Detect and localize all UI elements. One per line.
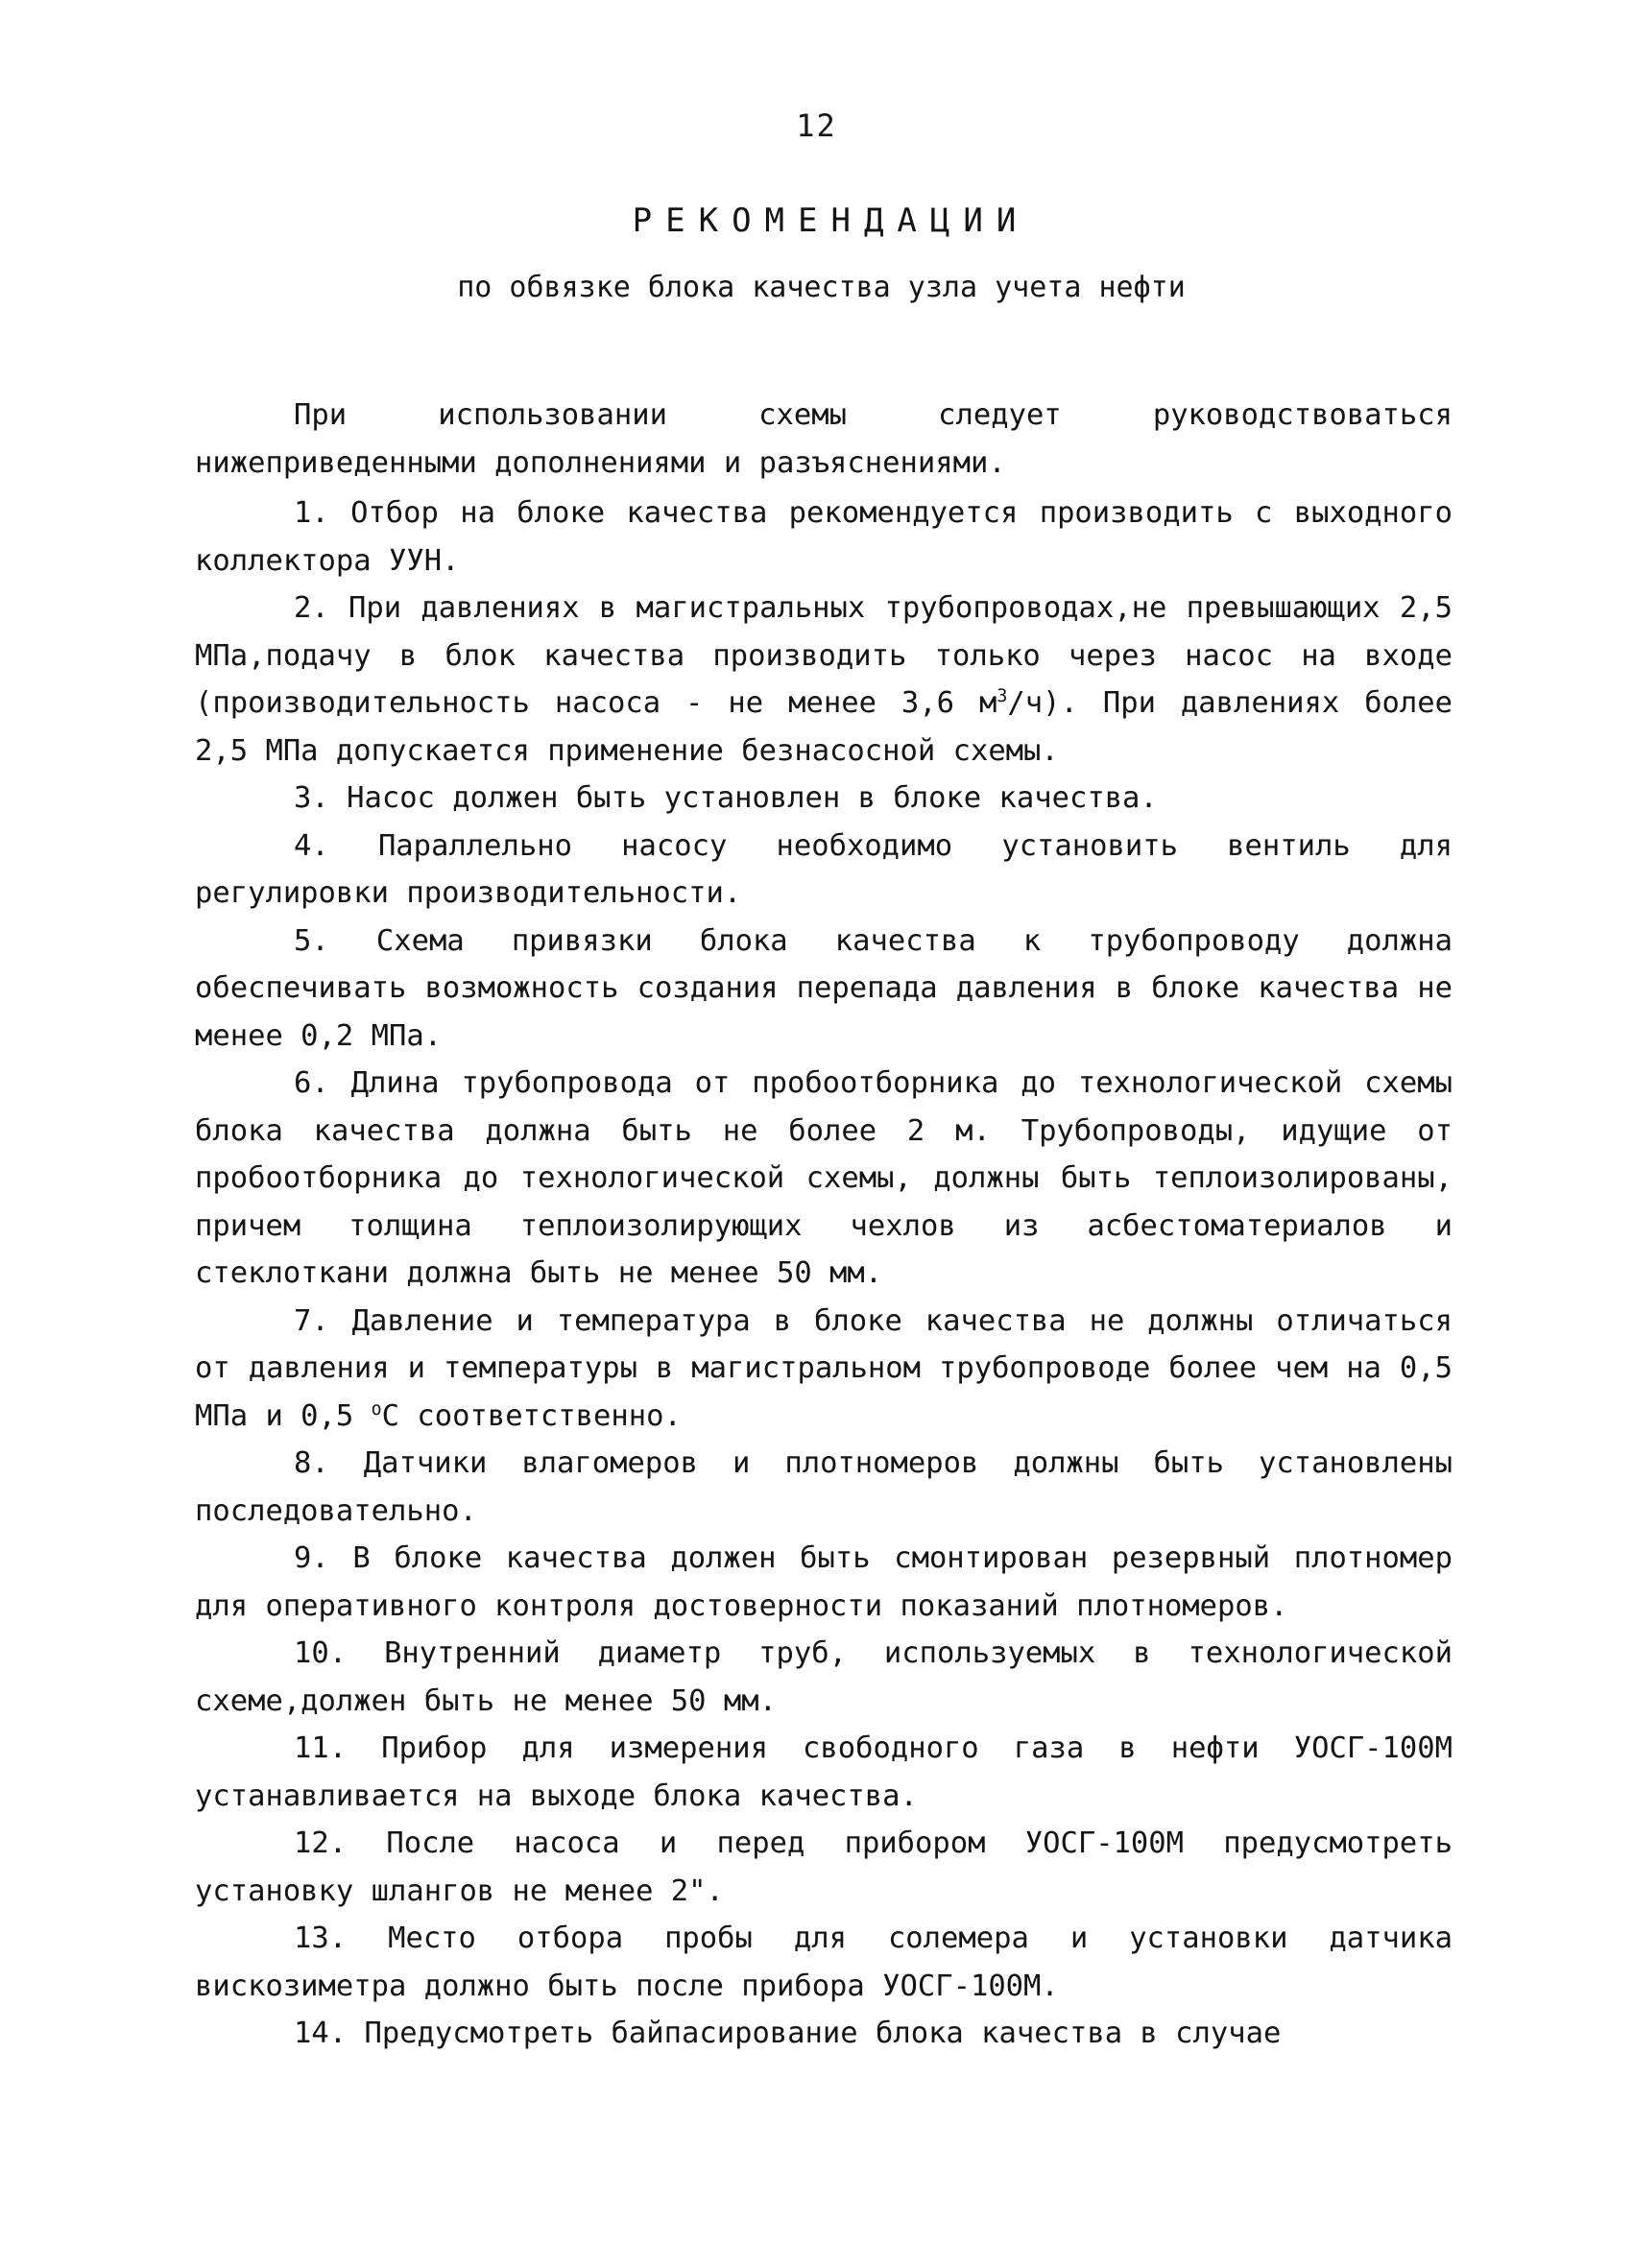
item-number: 4. bbox=[294, 828, 329, 863]
item-text: Место отбора пробы для солемера и установки датчика вискозиметра должно быть после прибора УОСГ-100М. bbox=[195, 1922, 1453, 2003]
page-number: 12 bbox=[796, 107, 837, 144]
document-body bbox=[195, 392, 1453, 2058]
recommendation-item-6 bbox=[195, 1060, 1453, 1298]
item-text: Предусмотреть байпасирование блока качества в случае bbox=[364, 2017, 1282, 2050]
recommendation-item-5 bbox=[195, 918, 1453, 1061]
item-text: Насос должен быть установлен в блоке качества. bbox=[347, 781, 1158, 815]
document-subtitle: по обвязке блока качества узла учета нефти bbox=[457, 271, 1186, 304]
item-number: 5. bbox=[294, 923, 329, 958]
recommendation-item-12 bbox=[195, 1820, 1453, 1915]
item-text: Параллельно насосу необходимо установить вентиль для регулировки производительности. bbox=[195, 828, 1453, 910]
recommendation-item-10 bbox=[195, 1630, 1453, 1725]
item-number: 7. bbox=[294, 1303, 329, 1338]
item-number: 6. bbox=[294, 1066, 329, 1100]
item-text: Давление и температура в блоке качества не должны отличаться от давления и температуры в магистральном трубопроводе более чем на 0,5 МПа и 0,5 bbox=[195, 1303, 1453, 1433]
item-text: /ч). При давлениях более 2,5 МПа допускается применение безнасосной схемы. bbox=[195, 686, 1453, 768]
item-number: 3. bbox=[294, 781, 329, 815]
item-number: 1. bbox=[294, 496, 329, 530]
item-text: Внутренний диаметр труб, используемых в технологической схеме,должен быть не менее 50 мм. bbox=[195, 1636, 1453, 1718]
recommendation-item-8 bbox=[195, 1440, 1453, 1535]
item-text: Схема привязки блока качества к трубопроводу должна обеспечивать возможность создания перепада давления в блоке качества не менее 0,2 МПа. bbox=[195, 923, 1453, 1053]
recommendation-item-4 bbox=[195, 823, 1453, 918]
item-text: При давлениях в магистральных трубопроводах,не превышающих 2,5 МПа,подачу в блок качества производить только через насос на входе (производительность насоса - не менее 3,6 м bbox=[195, 591, 1453, 720]
item-text: Длина трубопровода от пробоотборника до технологической схемы блока качества должна быть не более 2 м. Трубопроводы, идущие от пробоотборника до технологической схемы, должны быть теплоизолированы, причем толщина теплоизолирующих чехлов из асбестоматериалов и стеклоткани должна быть не менее 50 мм. bbox=[195, 1066, 1453, 1290]
recommendation-item-1 bbox=[195, 489, 1453, 585]
item-text: С соответственно. bbox=[381, 1398, 682, 1433]
item-text: Датчики влагомеров и плотномеров должны быть установлены последовательно. bbox=[195, 1446, 1453, 1528]
intro-paragraph: При использовании схемы следует руководствоваться нижеприведенными дополнениями и разъяснениями. bbox=[195, 398, 1453, 480]
item-number: 13. bbox=[294, 1922, 348, 1955]
item-text: В блоке качества должен быть смонтирован резервный плотномер для оперативного контроля достоверности показаний плотномеров. bbox=[195, 1541, 1453, 1623]
recommendation-item-3 bbox=[195, 775, 1453, 823]
item-number: 8. bbox=[294, 1446, 329, 1480]
item-text: Отбор на блоке качества рекомендуется производить с выходного коллектора УУН. bbox=[195, 496, 1453, 578]
item-number: 14. bbox=[294, 2017, 348, 2050]
superscript: 3 bbox=[997, 685, 1008, 706]
recommendation-item-14 bbox=[195, 2010, 1453, 2058]
item-text: После насоса и перед прибором УОСГ-100М предусмотреть установку шлангов не менее 2". bbox=[195, 1826, 1453, 1908]
item-number: 9. bbox=[294, 1541, 329, 1575]
item-number: 10. bbox=[294, 1636, 348, 1670]
item-number: 11. bbox=[294, 1731, 348, 1765]
recommendation-item-2 bbox=[195, 585, 1453, 775]
recommendation-item-9 bbox=[195, 1535, 1453, 1630]
item-number: 12. bbox=[294, 1826, 348, 1860]
recommendation-item-7 bbox=[195, 1298, 1453, 1441]
superscript: о bbox=[371, 1398, 382, 1420]
item-number: 2. bbox=[294, 591, 329, 625]
recommendation-item-13 bbox=[195, 1915, 1453, 2010]
item-text: Прибор для измерения свободного газа в нефти УОСГ-100М устанавливается на выходе блока качества. bbox=[195, 1731, 1453, 1813]
document-title: РЕКОМЕНДАЦИИ bbox=[632, 202, 1030, 240]
recommendation-item-11 bbox=[195, 1725, 1453, 1820]
